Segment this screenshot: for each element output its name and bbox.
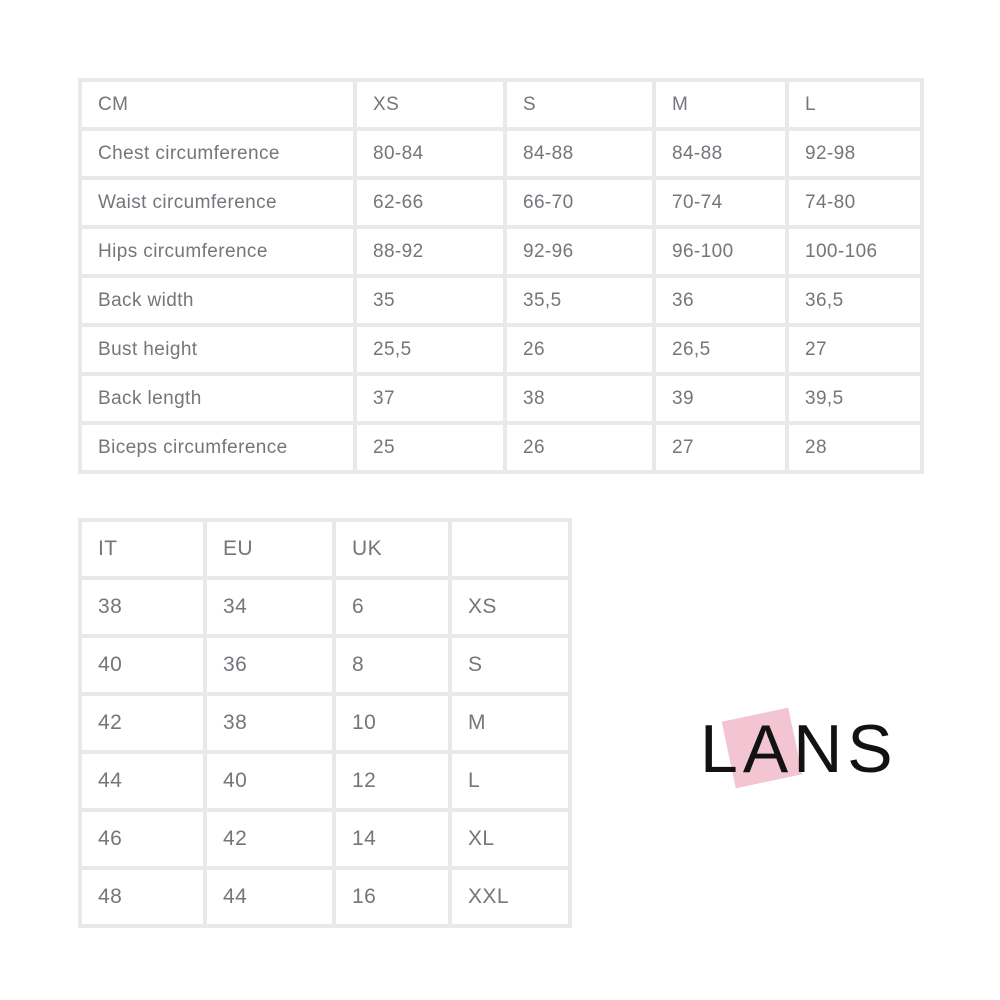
- table-cell: 100-106: [787, 227, 922, 276]
- table-row-xxl: [80, 868, 570, 926]
- logo-letter-n: N: [793, 711, 848, 787]
- table-cell: 42: [205, 810, 334, 868]
- table-cell: 14: [334, 810, 450, 868]
- table-cell: 80-84: [355, 129, 505, 178]
- table-cell: XS: [450, 578, 570, 636]
- table-row-bust-height: [80, 325, 922, 374]
- table-row-waist: [80, 178, 922, 227]
- table-cell: M: [450, 694, 570, 752]
- table-cell: 25,5: [355, 325, 505, 374]
- table-cell: 38: [505, 374, 654, 423]
- table-cell: 38: [80, 578, 205, 636]
- table-row-l: [80, 752, 570, 810]
- table-cell: 8: [334, 636, 450, 694]
- table-row-biceps: [80, 423, 922, 472]
- row-label: Bust height: [80, 325, 355, 374]
- table-cell: 34: [205, 578, 334, 636]
- table-cell: 35,5: [505, 276, 654, 325]
- table-cell: 92-96: [505, 227, 654, 276]
- table-row-m: [80, 694, 570, 752]
- table-row-xs: [80, 578, 570, 636]
- row-label: Biceps circumference: [80, 423, 355, 472]
- table-cell: 40: [80, 636, 205, 694]
- brand-logo: [700, 712, 910, 790]
- table-cell: 10: [334, 694, 450, 752]
- table-cell: 66-70: [505, 178, 654, 227]
- column-header-cm: CM: [80, 80, 355, 129]
- table-cell: 38: [205, 694, 334, 752]
- table-cell: 16: [334, 868, 450, 926]
- conversion-header-row: [80, 520, 570, 578]
- table-cell: 27: [787, 325, 922, 374]
- table-cell: 70-74: [654, 178, 787, 227]
- table-cell: XXL: [450, 868, 570, 926]
- table-cell: 40: [205, 752, 334, 810]
- table-cell: 84-88: [654, 129, 787, 178]
- table-cell: XL: [450, 810, 570, 868]
- table-cell: L: [450, 752, 570, 810]
- table-row-back-width: [80, 276, 922, 325]
- table-cell: 96-100: [654, 227, 787, 276]
- logo-text: [700, 712, 910, 786]
- logo-letter-s: S: [847, 711, 898, 787]
- row-label: Chest circumference: [80, 129, 355, 178]
- table-cell: 74-80: [787, 178, 922, 227]
- column-header-m: M: [654, 80, 787, 129]
- table-row-hips: [80, 227, 922, 276]
- row-label: Back length: [80, 374, 355, 423]
- table-cell: 35: [355, 276, 505, 325]
- column-header-it: IT: [80, 520, 205, 578]
- table-cell: 46: [80, 810, 205, 868]
- table-cell: 37: [355, 374, 505, 423]
- table-cell: 36,5: [787, 276, 922, 325]
- column-header-l: L: [787, 80, 922, 129]
- table-cell: 28: [787, 423, 922, 472]
- size-conversion-table: [78, 518, 572, 928]
- table-cell: 12: [334, 752, 450, 810]
- table-row-chest: [80, 129, 922, 178]
- row-label: Hips circumference: [80, 227, 355, 276]
- row-label: Waist circumference: [80, 178, 355, 227]
- table-cell: 26,5: [654, 325, 787, 374]
- table-cell: 92-98: [787, 129, 922, 178]
- column-header-eu: EU: [205, 520, 334, 578]
- column-header-blank: [450, 520, 570, 578]
- table-cell: S: [450, 636, 570, 694]
- column-header-uk: UK: [334, 520, 450, 578]
- table-cell: 6: [334, 578, 450, 636]
- table-cell: 62-66: [355, 178, 505, 227]
- table-row-xl: [80, 810, 570, 868]
- table-cell: 36: [205, 636, 334, 694]
- table-cell: 36: [654, 276, 787, 325]
- table-cell: 25: [355, 423, 505, 472]
- table-cell: 44: [205, 868, 334, 926]
- table-row-back-length: [80, 374, 922, 423]
- table-cell: 48: [80, 868, 205, 926]
- table-row-s: [80, 636, 570, 694]
- table-cell: 26: [505, 423, 654, 472]
- table-cell: 88-92: [355, 227, 505, 276]
- table-cell: 44: [80, 752, 205, 810]
- column-header-xs: XS: [355, 80, 505, 129]
- table-cell: 42: [80, 694, 205, 752]
- table-cell: 39: [654, 374, 787, 423]
- size-chart-header-row: [80, 80, 922, 129]
- row-label: Back width: [80, 276, 355, 325]
- table-cell: 27: [654, 423, 787, 472]
- column-header-s: S: [505, 80, 654, 129]
- size-chart-table: [78, 78, 924, 474]
- logo-letter-a: A: [742, 711, 794, 787]
- table-cell: 84-88: [505, 129, 654, 178]
- table-cell: 26: [505, 325, 654, 374]
- table-cell: 39,5: [787, 374, 922, 423]
- logo-letter-l: L: [700, 711, 743, 787]
